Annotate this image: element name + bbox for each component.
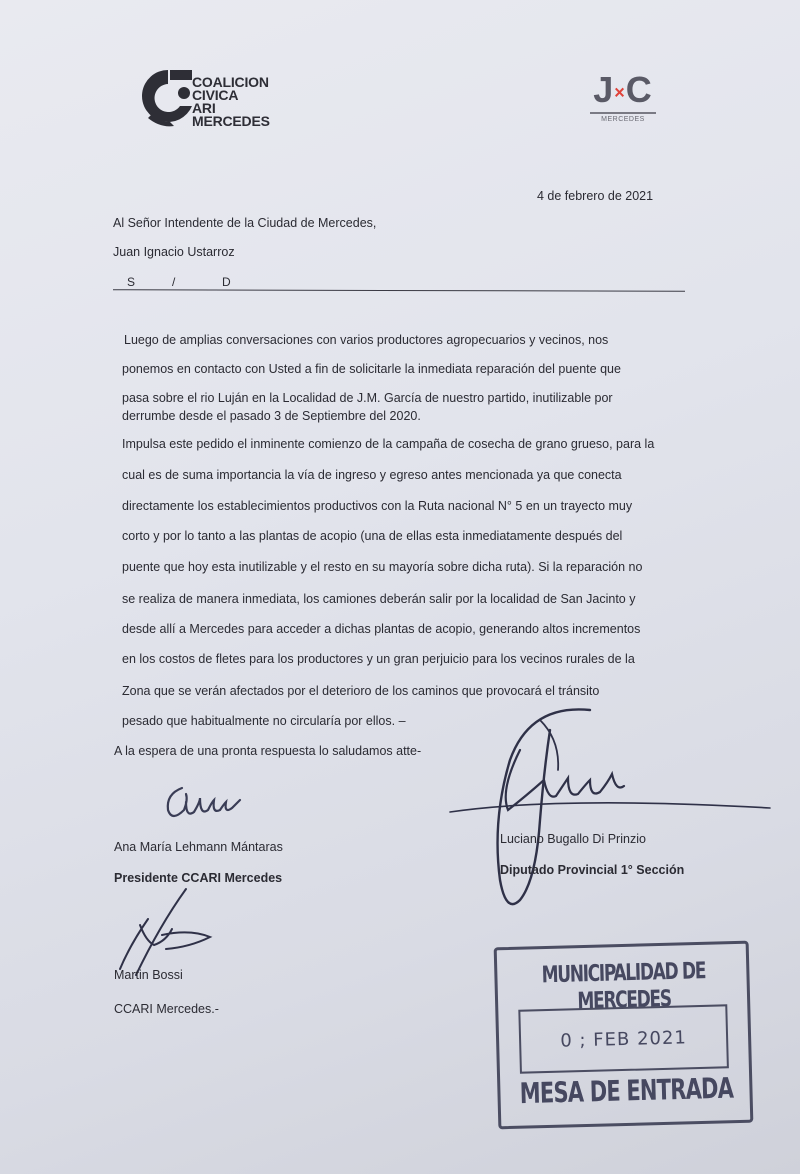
body-line: puente que hoy esta inutilizable y el resto en su mayoría sobre dicha ruta). Si la reparación no: [122, 560, 643, 574]
body-line: pesado que habitualmente no circularía por ellos. –: [122, 714, 406, 728]
logo-line-1: COALICION: [192, 74, 269, 90]
body-line: pasa sobre el rio Luján en la Localidad de J.M. García de nuestro partido, inutilizable por: [122, 391, 613, 405]
cc-emblem-icon: [140, 66, 196, 130]
body-line: Luego de amplias conversaciones con varios productores agropecuarios y vecinos, nos: [124, 333, 609, 347]
stamp-municipality: MUNICIPALIDAD DE MERCEDES: [541, 957, 706, 1016]
jxc-subtitle: MERCEDES: [601, 116, 645, 124]
signatory-title: Diputado Provincial 1° Sección: [500, 863, 685, 877]
letter-date: 4 de febrero de 2021: [537, 189, 654, 203]
jxc-x: ×: [614, 82, 626, 103]
signature-ana-maria: [160, 780, 250, 830]
cc-logo-text: [192, 76, 270, 128]
addressee-line-1: Al Señor Intendente de la Ciudad de Mercedes,: [113, 216, 377, 230]
logo-line-2: CIVICA: [192, 87, 239, 103]
signatory-title: Presidente CCARI Mercedes: [114, 871, 283, 885]
body-line: en los costos de fletes para los productores y un gran perjuicio para los vecinos rurales de la: [122, 652, 635, 666]
jxc-j: J: [593, 69, 615, 110]
signatory-name: Ana María Lehmann Mántaras: [114, 840, 283, 854]
sd-slash: /: [172, 275, 176, 289]
body-line: cual es de suma importancia la vía de ingreso y egreso antes mencionada ya que conecta: [122, 468, 622, 482]
jxc-logo: [578, 69, 668, 132]
body-line: Zona que se verán afectados por el deterioro de los caminos que provocará el tránsito: [122, 684, 600, 698]
body-line: ponemos en contacto con Usted a fin de solicitarle la inmediata reparación del puente que: [122, 362, 621, 376]
body-line: desde allí a Mercedes para acceder a dichas plantas de acopio, generando altos incrementos: [122, 622, 641, 636]
addressee-line-2: Juan Ignacio Ustarroz: [113, 245, 235, 259]
logo-line-4: MERCEDES: [192, 113, 270, 129]
body-line: directamente los establecimientos productivos con la Ruta nacional N° 5 en un trayecto muy: [122, 499, 633, 513]
signatory-title: CCARI Mercedes.-: [114, 1002, 219, 1016]
body-line: Impulsa este pedido el inminente comienzo de la campaña de cosecha de grano grueso, para la: [122, 437, 655, 451]
body-line: corto y por lo tanto a las plantas de acopio (una de ellas esta inmediatamente después del: [122, 529, 623, 543]
signatory-name: Luciano Bugallo Di Prinzio: [500, 832, 646, 846]
jxc-c: C: [625, 69, 653, 110]
jxc-mark: [578, 69, 668, 110]
addressee-divider: [113, 289, 685, 291]
body-line: A la espera de una pronta respuesta lo saludamos atte-: [114, 744, 422, 758]
coalicion-civica-logo: [140, 62, 300, 142]
signature-luciano: [440, 700, 780, 920]
body-line: derrumbe desde el pasado 3 de Septiembre del 2020.: [122, 409, 421, 423]
body-line: se realiza de manera inmediata, los camiones deberán salir por la localidad de San Jacinto y: [122, 592, 636, 606]
reception-stamp: [494, 941, 754, 1130]
sd-s: S: [127, 275, 136, 289]
sd-d: D: [222, 275, 231, 289]
stamp-office: MESA DE ENTRADA: [519, 1071, 734, 1110]
stamp-date: 0 ; FEB 2021: [560, 1027, 688, 1052]
logo-line-3: ARI: [192, 100, 216, 116]
stamp-date-box: [518, 1004, 729, 1073]
signatory-name: Martin Bossi: [114, 968, 183, 982]
jxc-rule: [590, 112, 656, 114]
